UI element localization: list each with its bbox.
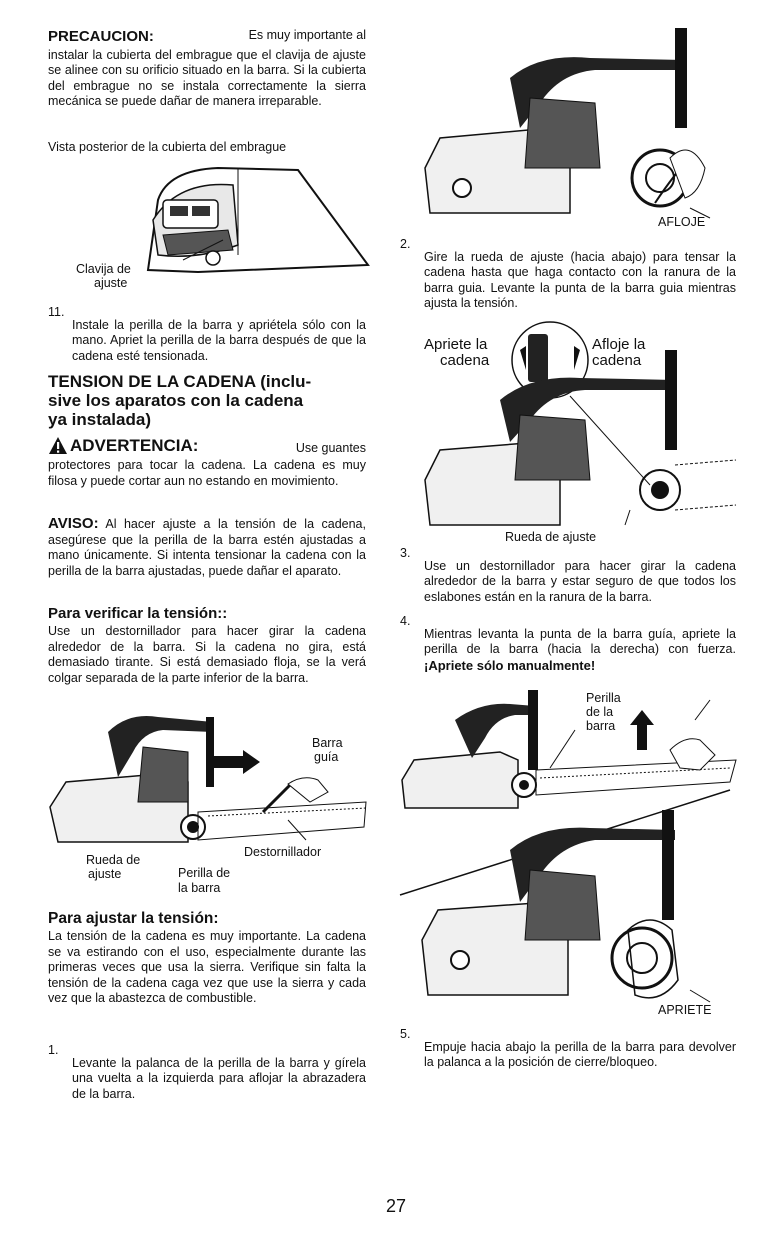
- perilla-label-1: Perilla de: [178, 866, 231, 880]
- verificar-heading: Para verificar la tensión::: [48, 605, 228, 622]
- tension-heading: [48, 372, 378, 429]
- step-5-text: Empuje hacia abajo la perilla de la barra para devolver la palanca a la posición de cierre/bloqueo.: [424, 1039, 736, 1070]
- apriete-la-label-1: Apriete la: [424, 336, 488, 353]
- precaucion-lead: Es muy importante al: [248, 28, 366, 42]
- perilla-barra-label-2: de la: [586, 705, 614, 719]
- step-11-text: Instale la perilla de la barra y apriételа sólo con la mano. Apriet la perilla de la barra después de que la cadena esté tensionada.: [72, 317, 366, 363]
- step-4-emphasis: ¡Apriete sólo manualmente!: [424, 657, 596, 673]
- clavija-label-2: ajuste: [94, 276, 128, 290]
- cover-figure-caption: Vista posterior de la cubierta del embrague: [48, 140, 287, 154]
- step-5-number: 5.: [400, 1027, 411, 1041]
- tension-heading-line1: TENSION DE LA CADENA (inclu-: [48, 372, 312, 391]
- step-4-number: 4.: [400, 614, 411, 628]
- verificar-block: [48, 605, 366, 686]
- step-2: [400, 237, 736, 311]
- perilla-label-2: la barra: [178, 881, 221, 895]
- step-11-number: 11.: [48, 305, 65, 319]
- barra-guia-label-1: Barra: [312, 736, 343, 750]
- rueda-de-ajuste-label: Rueda de ajuste: [505, 530, 597, 544]
- step-5: [400, 1027, 736, 1077]
- saw-screwdriver-illustration: [48, 712, 366, 852]
- step-4: [400, 614, 736, 686]
- destornillador-label: Destornillador: [244, 845, 322, 859]
- rueda-label-2: ajuste: [88, 867, 122, 881]
- step-2-text: Gire la rueda de ajuste (hacia abajo) para tensar la cadena hasta que haga contacto con la ranura de la barra guia. Levante la punta de la barra guia mientras ajusta la tensión.: [424, 249, 736, 311]
- step-4-text: Mientras levanta la punta de la barra guía, apriete la perilla de la barra (hacia la derecha) con fuerza.: [424, 626, 736, 657]
- precaucion-body: instalar la cubierta del embrague que el clavija de ajuste se alinee con su orificio situado en la barra. Si la cubierta del embrague no se instala correctamente la sierra mecánica se puede dañar de manera irreparable.: [48, 47, 366, 109]
- step-3: [400, 546, 736, 610]
- advertencia-body: protectores para tocar la cadena. La cadena es muy filosa y puede cortar aun no estando en movimiento.: [48, 458, 366, 488]
- afloje-label: AFLOJE: [658, 215, 706, 229]
- ajustar-heading: Para ajustar la tensión:: [48, 910, 219, 927]
- step-1-number: 1.: [48, 1043, 59, 1057]
- aviso-block: [48, 515, 366, 579]
- afloje-la-label-1: Afloje la: [592, 336, 646, 353]
- tension-heading-line2: sive los aparatos con la cadena: [48, 391, 304, 410]
- warning-icon: [48, 436, 68, 455]
- aviso-label: AVISO:: [48, 515, 99, 532]
- ajustar-body: La tensión de la cadena es muy importante. La cadena se va estirando con el uso, especialmente durante las primeras veces que usa la sierra. Verifique sin falta la tensión de la cadena caga vez que use la sierra y cada vez que la abastezca de combustible.: [48, 929, 366, 1006]
- apriete-la-label-2: cadena: [440, 352, 490, 369]
- step-1-text: Levante la palanca de la perilla de la barra y gírela una vuelta a la izquierda para aflojar la abrazadera de la barra.: [72, 1055, 366, 1101]
- saw-apriete-illustration: [400, 790, 730, 1020]
- clutch-cover-illustration: [138, 160, 368, 280]
- clavija-label-1: Clavija de: [76, 262, 131, 276]
- afloje-la-label-2: cadena: [592, 352, 642, 369]
- step-11: [48, 305, 366, 367]
- adjusting-wheel-illustration: [420, 320, 736, 530]
- rueda-label-1: Rueda de: [86, 853, 141, 867]
- precaucion-label: PRECAUCION:: [48, 28, 154, 45]
- barra-guia-label-2: guía: [314, 750, 339, 764]
- step-2-number: 2.: [400, 237, 411, 251]
- step-1: [48, 1043, 366, 1101]
- advertencia-lead: Use guantes: [295, 441, 366, 455]
- perilla-barra-label-1: Perilla: [586, 691, 621, 705]
- advertencia-label: ADVERTENCIA:: [70, 436, 199, 455]
- tension-heading-line3: ya instalada): [48, 410, 151, 429]
- verificar-body: Use un destornillador para hacer girar la cadena alrededor de la barra. Si la cadena no gira, está demasiado tirante. Si está demasiado floja, se la verá colgar separada de la parte inferior de la barra.: [48, 624, 366, 685]
- step-3-text: Use un destornillador para hacer girar la cadena alrededor de la barra y estar seguro de que todos los eslabones están en la ranura de la barra.: [424, 558, 736, 604]
- aviso-body: Al hacer ajuste a la tensión de la cadena, asegúrese que la perilla de la barra estén ajustadas a mano únicamente. Si intenta tensionar la cadena con la perilla de la barra ajustadas, puede dañar el aparato.: [48, 517, 366, 578]
- advertencia-block: [48, 436, 366, 489]
- ajustar-block: [48, 910, 366, 1007]
- saw-afloje-illustration: [420, 28, 720, 218]
- step-3-number: 3.: [400, 546, 411, 560]
- apriete-label: APRIETE: [658, 1003, 712, 1017]
- page-number: 27: [386, 1196, 407, 1216]
- perilla-barra-label-3: barra: [586, 719, 616, 733]
- precaucion-block: [48, 28, 366, 110]
